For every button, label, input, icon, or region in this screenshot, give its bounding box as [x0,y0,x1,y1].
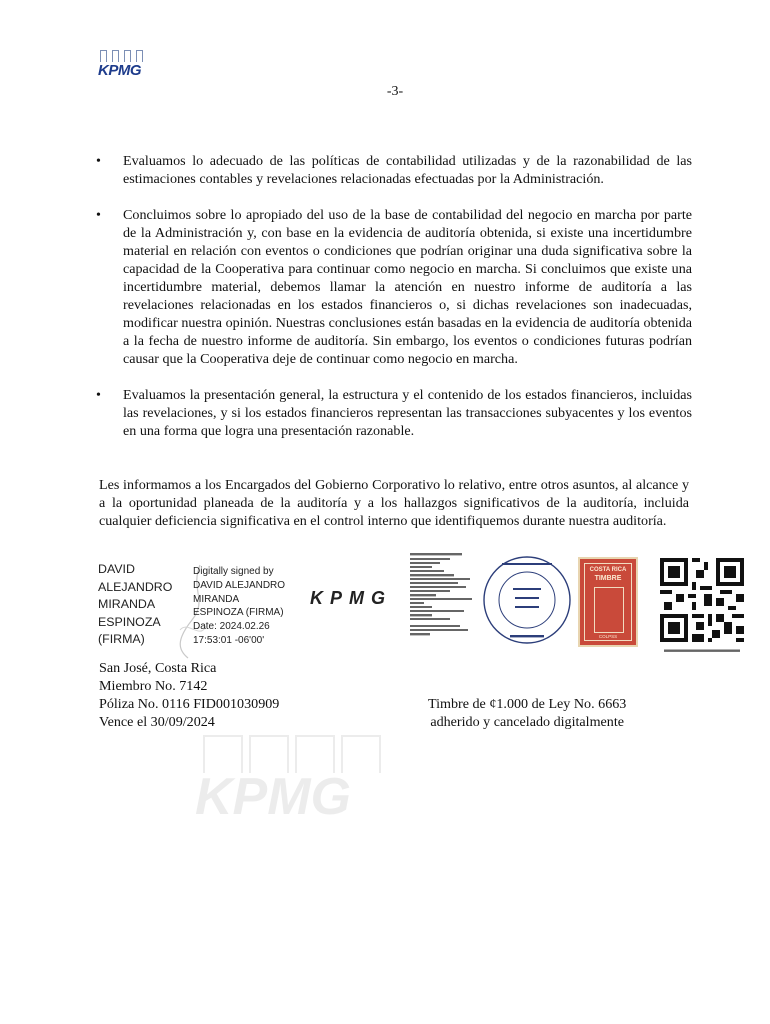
timbre-notice [428,695,626,731]
bullet-text: Evaluamos la presentación general, la estructura y el contenido de los estados financieros, incluidas las revelaciones, y si los estados financieros representan las transacciones subyacentes y los eventos en una forma que logra una presentación razonable. [123,387,692,439]
stamp-country: COSTA RICA [589,567,627,573]
signature-detail-line: MIRANDA [193,593,240,605]
kpmg-firm-signature: KPMG [310,588,392,608]
bullet-text: Evaluamos lo adecuado de las políticas de contabilidad utilizadas y de la razonabilidad de las estimaciones contables y revelaciones relacionadas efectuadas por la Administración. [123,153,692,187]
closing-paragraph: Les informamos a los Encargados del Gobierno Corporativo lo relativo, entre otros asuntos, al alcance y a la oportunidad planeada de la auditoría y a los hallazgos significativos de la auditoría, incluida cualquier deficiencia significativa en el control interno que identifiquemos durante nuestra auditoría. [99,477,689,529]
kpmg-logo-bars [100,50,156,62]
signer-name-line: ALEJANDRO [98,579,173,594]
auditor-address [99,659,279,731]
signature-detail-line: DAVID ALEJANDRO [193,579,286,591]
signer-name [98,561,172,649]
signature-detail-line: Date: 2024.02.26 [193,621,270,633]
bullet-item [96,206,692,368]
bullet-text: Concluimos sobre lo apropiado del uso de la base de contabilidad del negocio en marcha por parte de la Administración y, con base en la evidencia de auditoría obtenida, si existe una incertidumbre material en relación con eventos o condiciones que podrían originar una duda significativa sobre la capacidad de la Cooperativa para continuar como negocio en marcha. Si concluimos que existe una incertidumbre material, debemos llamar la atención en nuestro informe de auditoría a las revelaciones relacionadas en los estados financieros o, si dichas revelaciones son inadecuadas, modificar nuestra opinión. Nuestras conclusiones están basadas en la evidencia de auditoría obtenida a la fecha de nuestro informe de auditoría. Sin embargo, los eventos o condiciones futuras podrían causar que la Cooperativa deje de continuar como negocio en marcha. [123,207,692,367]
signature-detail-line: ESPINOZA (FIRMA) [193,607,284,619]
address-line: Miembro No. 7142 [99,678,208,694]
official-seal-icon [482,555,572,645]
digital-signature-details [193,565,285,648]
kpmg-logo-text: KPMG [98,62,141,79]
timbre-line: Timbre de ¢1.000 de Ley No. 6663 [428,696,627,712]
timbre-line: adherido y cancelado digitalmente [430,714,625,730]
bullet-item [96,386,692,440]
signature-detail-line: 17:53:01 -06'00' [193,634,265,646]
stamp-issuer: COLPSS [598,634,618,639]
bullet-symbol: • [96,387,101,403]
signer-name-line: DAVID [98,562,135,576]
costa-rica-tax-stamp [578,557,638,647]
address-line: Póliza No. 0116 FID001030909 [99,696,280,712]
qr-code-icon [660,557,744,643]
address-line: Vence el 30/09/2024 [99,714,215,730]
page-number: -3- [386,84,404,99]
signer-name-line: (FIRMA) [98,632,145,647]
watermark-text: KPMG [195,768,351,826]
certification-text-block [410,553,482,645]
kpmg-logo [98,50,158,80]
bullet-list [96,152,692,458]
address-line: San José, Costa Rica [99,660,217,676]
kpmg-watermark [195,735,385,826]
bullet-symbol: • [96,153,101,169]
stamp-emblem-icon [594,587,624,633]
bullet-item [96,152,692,188]
qr-caption-texture [640,648,764,654]
signer-name-line: MIRANDA [98,597,156,612]
signer-name-line: ESPINOZA [98,614,161,629]
bullet-symbol: • [96,207,101,223]
stamp-title: TIMBRE [594,575,622,582]
signature-detail-line: Digitally signed by [193,566,274,577]
